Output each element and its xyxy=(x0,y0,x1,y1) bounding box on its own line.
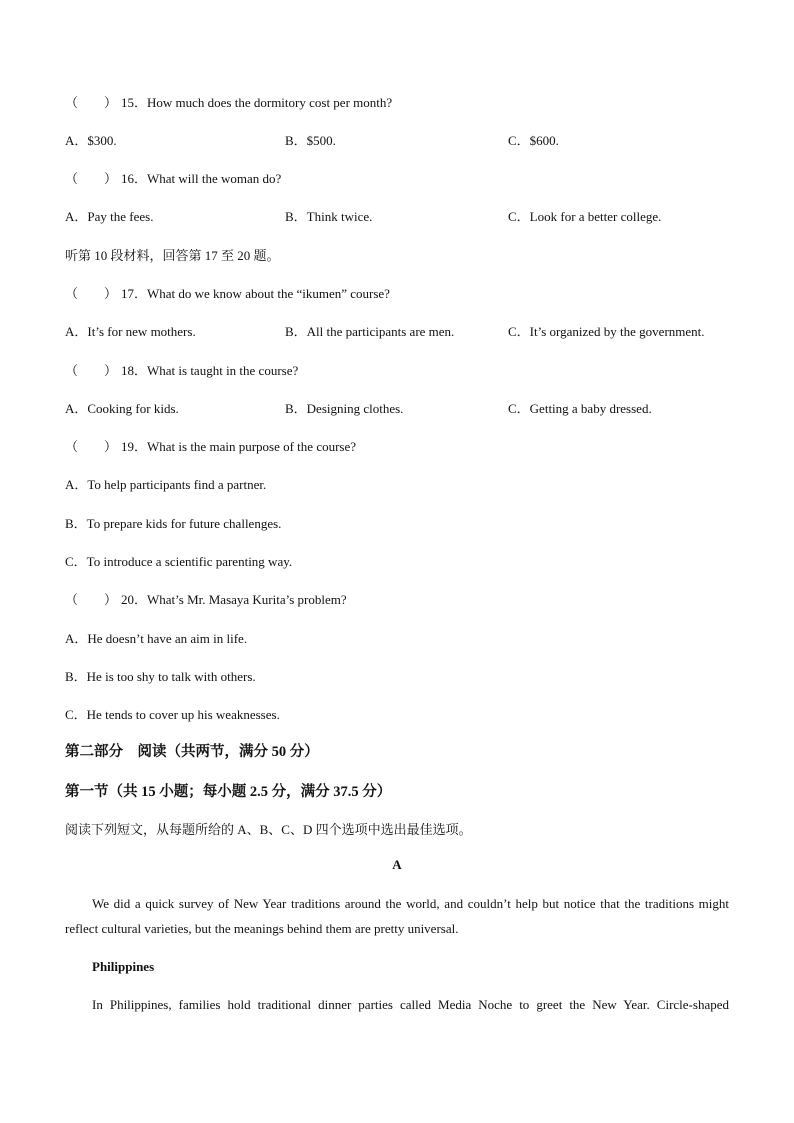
option-a: A．He doesn’t have an aim in life. xyxy=(65,631,248,646)
option-b: B．Think twice. xyxy=(285,209,373,224)
answer-blank: （ ） xyxy=(65,363,118,378)
option-a: A．To help participants find a partner. xyxy=(65,477,267,492)
question-text: 20．What’s Mr. Masaya Kurita’s problem? xyxy=(121,592,347,607)
question-text: 15．How much does the dormitory cost per month? xyxy=(121,95,393,110)
answer-blank: （ ） xyxy=(65,592,118,607)
option-b: B．All the participants are men. xyxy=(285,324,455,339)
question-text: 18．What is taught in the course? xyxy=(121,363,299,378)
question-text: 16．What will the woman do? xyxy=(121,171,282,186)
option-b: B．$500. xyxy=(285,133,336,148)
answer-blank: （ ） xyxy=(65,95,118,110)
section-1-title: 第一节（共 15 小题；每小题 2.5 分，满分 37.5 分） xyxy=(65,784,392,800)
answer-blank: （ ） xyxy=(65,171,118,186)
philippines-paragraph: In Philippines, families hold traditional dinner parties called Media Noche to greet the New Year. Circle-shaped xyxy=(92,997,729,1012)
option-c: C．$600. xyxy=(508,133,559,148)
question-20 xyxy=(65,589,347,608)
option-c: C．He tends to cover up his weaknesses. xyxy=(65,707,280,722)
question-18 xyxy=(65,360,298,379)
answer-blank: （ ） xyxy=(65,439,118,454)
option-b: B．He is too shy to talk with others. xyxy=(65,669,256,684)
question-text: 19．What is the main purpose of the course? xyxy=(121,439,357,454)
section-heading-philippines: Philippines xyxy=(92,959,155,974)
option-a: A．It’s for new mothers. xyxy=(65,324,196,339)
reading-instruction: 阅读下列短文，从每题所给的 A、B、C、D 四个选项中选出最佳选项。 xyxy=(65,822,472,837)
question-17 xyxy=(65,283,390,302)
option-b: B．To prepare kids for future challenges. xyxy=(65,516,282,531)
question-16 xyxy=(65,168,281,187)
option-c: C．Getting a baby dressed. xyxy=(508,401,652,416)
question-text: 17．What do we know about the “ikumen” course? xyxy=(121,286,390,301)
passage-label: A xyxy=(392,857,402,872)
option-c: C．Look for a better college. xyxy=(508,209,662,224)
option-a: A．$300. xyxy=(65,133,117,148)
option-a: A．Cooking for kids. xyxy=(65,401,179,416)
listening-instruction: 听第 10 段材料，回答第 17 至 20 题。 xyxy=(65,248,280,263)
option-c: C．To introduce a scientific parenting way. xyxy=(65,554,293,569)
answer-blank: （ ） xyxy=(65,286,118,301)
option-b: B．Designing clothes. xyxy=(285,401,404,416)
part-2-title: 第二部分 阅读（共两节，满分 50 分） xyxy=(65,744,319,760)
option-c: C．It’s organized by the government. xyxy=(508,324,705,339)
passage-intro: We did a quick survey of New Year traditions around the world, and couldn’t help but notice that the traditions might reflect cultural varieties, but the meanings behind them are pretty universal. xyxy=(65,896,729,936)
question-15 xyxy=(65,92,392,111)
question-19 xyxy=(65,436,356,455)
option-a: A．Pay the fees. xyxy=(65,209,154,224)
